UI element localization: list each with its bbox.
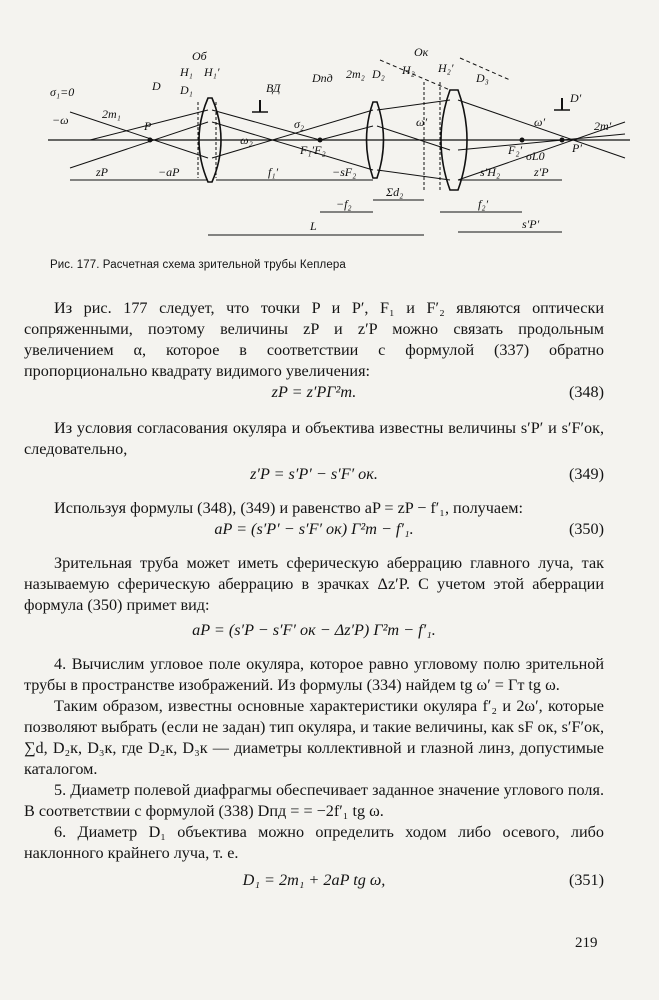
ray-8 bbox=[377, 100, 450, 110]
label-ob: Об bbox=[192, 49, 207, 63]
equation-351-formula: D₁ = 2m₁ + 2aP tg ω, bbox=[242, 871, 386, 889]
label-f2p: F₂′ bbox=[508, 143, 523, 157]
paragraph-8: 6. Диаметр D₁ объектива можно определить ходом либо осевого, либо наклонного крайнего луча, т. е. bbox=[24, 823, 604, 862]
point-p bbox=[148, 138, 153, 143]
label-omega: −ω bbox=[52, 113, 69, 127]
equation-350-number: (350) bbox=[568, 520, 604, 538]
equation-351 bbox=[24, 870, 604, 892]
label-omega2: −ω₂ bbox=[232, 133, 253, 147]
label-omegap: ω′ bbox=[416, 115, 428, 129]
ray-13 bbox=[458, 134, 625, 150]
label-2mp: 2m′ bbox=[594, 119, 612, 133]
label-2m2: 2m₂ bbox=[346, 67, 365, 81]
label-d2: D₂ bbox=[372, 67, 385, 81]
label-sh2: s′H₂ bbox=[480, 165, 501, 179]
page-number: 219 bbox=[575, 935, 598, 951]
ray-2 bbox=[70, 122, 208, 168]
label-sigma-l: σL0 bbox=[526, 149, 545, 163]
equation-350 bbox=[24, 519, 604, 541]
label-h2: H₂ bbox=[402, 63, 415, 77]
equation-349 bbox=[24, 464, 604, 486]
label-f1p: f₁′ bbox=[268, 165, 279, 179]
point-pp bbox=[560, 138, 565, 143]
equation-348-formula: zP = z′PΓ²т. bbox=[271, 383, 357, 401]
label-h1: H₁ bbox=[180, 65, 193, 79]
label-spp: s′P′ bbox=[522, 217, 540, 231]
figure-caption: Рис. 177. Расчетная схема зрительной трубы Кеплера bbox=[50, 259, 346, 271]
label-h1p: H₁′ bbox=[204, 65, 220, 79]
paragraph-1: Из рис. 177 следует, что точки P и P′, F₁ и F′₂ являются оптически сопряженными, поэтому величины zP и z′P можно связать продольным увеличением α, которое в соответствии с формулой (337) обратно пропорционально квадрату видимого увеличения: bbox=[24, 299, 604, 380]
label-zpp: z′P bbox=[534, 165, 549, 179]
paragraph-5: 4. Вычислим угловое поле окуляра, которое равно угловому полю зрительной трубы в пространстве изображений. Из формулы (334) найдем tg ω′ = Γт tg ω. bbox=[24, 655, 604, 694]
label-l: L bbox=[310, 219, 317, 233]
ray-7 bbox=[320, 126, 373, 140]
label-sigma1: σ₁=0 bbox=[50, 85, 75, 99]
kepler-telescope-diagram bbox=[40, 40, 640, 255]
point-f1-f2 bbox=[318, 138, 323, 143]
label-dp: D′ bbox=[570, 91, 582, 105]
equation-350-formula: aP = (s′P′ − s′F′ ок) Γ²т − f′₁. bbox=[214, 520, 414, 538]
label-2m1: 2m₁ bbox=[102, 107, 121, 121]
label-sigma2: σ₂ bbox=[294, 117, 305, 131]
equation-349-formula: z′P = s′P′ − s′F′ ок. bbox=[250, 465, 378, 483]
label-d1: D₁ bbox=[180, 83, 193, 97]
label-dpd: Dпд bbox=[312, 71, 333, 85]
equation-350-modified bbox=[24, 620, 604, 642]
ray-1 bbox=[70, 112, 208, 158]
label-sumd2: Σd₂ bbox=[386, 185, 404, 199]
label-d3: D₃ bbox=[476, 71, 489, 85]
paragraph-3: Используя формулы (348), (349) и равенство aP = zP − f′₁, получаем: bbox=[54, 499, 524, 517]
label-omegap2: ω′ bbox=[534, 115, 546, 129]
ray-9 bbox=[377, 170, 450, 180]
paragraph-6: Таким образом, известны основные характеристики окуляра f′₂ и 2ω′, которые позволяют выбрать (если не задан) тип окуляра, и такие величины, как sF ок, s′F′ок, ∑d, D₂к, D₃к, где D₂к, D₃к — диаметры коллективной и глазной линз, допустимые каталогом. bbox=[24, 697, 604, 778]
equation-348 bbox=[24, 382, 604, 404]
label-ok: Ок bbox=[414, 45, 429, 59]
optical-scheme-svg bbox=[40, 40, 640, 255]
label-vd: ВД bbox=[266, 81, 281, 95]
equation-348-number: (348) bbox=[568, 383, 604, 401]
label-pp: P′ bbox=[572, 141, 582, 155]
label-f2: −f₂ bbox=[336, 197, 352, 211]
body-text bbox=[24, 298, 604, 892]
paragraph-7: 5. Диаметр полевой диафрагмы обеспечивает заданное значение углового поля. В соответствии с формулой (338) Dпд = = −2f′₁ tg ω. bbox=[24, 781, 604, 820]
label-f1p-f2: F₁′F₂ bbox=[300, 143, 326, 157]
paragraph-2: Из условия согласования окуляра и объектива известны величины s′P′ и s′F′ок, следовательно, bbox=[24, 419, 604, 458]
equation-349-number: (349) bbox=[568, 465, 604, 483]
paragraph-4: Зрительная труба может иметь сферическую аберрацию главного луча, так называемую сферическую аберрацию в зрачках Δz′P. С учетом этой аберрации формула (350) примет вид: bbox=[24, 554, 604, 614]
label-d: D bbox=[152, 79, 161, 93]
point-f2p bbox=[520, 138, 525, 143]
ray-10 bbox=[377, 126, 450, 150]
label-zp: zP bbox=[96, 165, 108, 179]
equation-351-number: (351) bbox=[568, 871, 604, 889]
label-sf2: −sF₂ bbox=[332, 165, 357, 179]
label-f2p-dim: f₂′ bbox=[478, 197, 489, 211]
label-p: P bbox=[144, 119, 152, 133]
label-h2p: H₂′ bbox=[438, 61, 454, 75]
label-ap: −aP bbox=[158, 165, 180, 179]
equation-350-modified-formula: aP = (s′P − s′F′ ок − Δz′P) Γ²т − f′₁. bbox=[192, 621, 436, 639]
